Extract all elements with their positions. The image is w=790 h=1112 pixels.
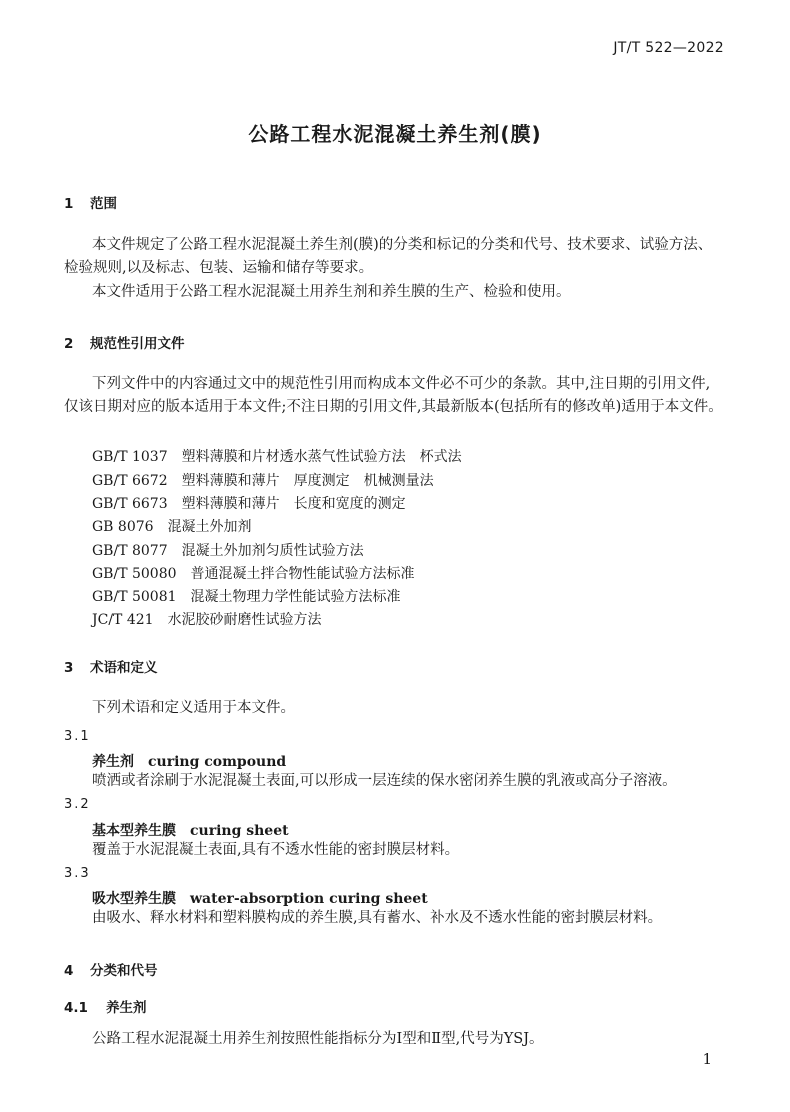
reference-item bbox=[92, 446, 462, 466]
section-1-paragraph-1: 本文件规定了公路工程水泥混凝土养生剂(膜)的分类和标记的分类和代号、技术要求、试验方法、检验规则,以及标志、包装、运输和储存等要求。 bbox=[64, 237, 713, 276]
term-name-en: water-absorption curing sheet bbox=[190, 891, 428, 907]
reference-item bbox=[92, 609, 322, 629]
term-number: 3.1 bbox=[64, 729, 91, 744]
term-name-zh: 基本型养生膜 bbox=[92, 823, 176, 839]
reference-code: GB/T 50080 bbox=[92, 566, 177, 582]
reference-title: 混凝土物理力学性能试验方法标准 bbox=[190, 589, 401, 605]
section-4-heading bbox=[64, 959, 158, 979]
reference-code: GB/T 50081 bbox=[92, 589, 177, 605]
term-definition: 由吸水、释水材料和塑料膜构成的养生膜,具有蓄水、补水及不透水性能的密封膜层材料。 bbox=[92, 910, 663, 926]
term-name-en: curing sheet bbox=[190, 823, 289, 839]
reference-item bbox=[92, 586, 401, 606]
section-2-paragraph-1: 下列文件中的内容通过文中的规范性引用而构成本文件必不可少的条款。其中,注日期的引用文件,仅该日期对应的版本适用于本文件;不注日期的引用文件,其最新版本(包括所有的修改单)适用于本文件。 bbox=[64, 376, 723, 415]
reference-code: GB/T 8077 bbox=[92, 543, 168, 559]
subsection-4-1-paragraph: 公路工程水泥混凝土用养生剂按照性能指标分为Ⅰ型和Ⅱ型,代号为YSJ。 bbox=[92, 1031, 544, 1047]
term-number: 3.2 bbox=[64, 797, 91, 812]
term-name-zh: 吸水型养生膜 bbox=[92, 891, 176, 907]
term-name bbox=[92, 751, 286, 771]
term-definition: 覆盖于水泥混凝土表面,具有不透水性能的密封膜层材料。 bbox=[92, 842, 460, 858]
reference-item bbox=[92, 563, 415, 583]
reference-code: GB/T 6673 bbox=[92, 496, 168, 512]
reference-title: 塑料薄膜和薄片 长度和宽度的测定 bbox=[181, 496, 406, 512]
reference-code: JC/T 421 bbox=[92, 612, 154, 628]
section-title: 规范性引用文件 bbox=[90, 336, 185, 352]
reference-title: 混凝土外加剂 bbox=[167, 519, 252, 535]
subsection-title: 养生剂 bbox=[106, 1000, 147, 1016]
term-name-en: curing compound bbox=[148, 754, 287, 770]
reference-title: 普通混凝土拌合物性能试验方法标准 bbox=[190, 566, 415, 582]
subsection-4-1-heading bbox=[64, 996, 147, 1016]
reference-title: 塑料薄膜和薄片 厚度测定 机械测量法 bbox=[181, 473, 434, 489]
term-name-zh: 养生剂 bbox=[92, 754, 134, 770]
reference-title: 塑料薄膜和片材透水蒸气性试验方法 杯式法 bbox=[181, 449, 462, 465]
reference-code: GB/T 1037 bbox=[92, 449, 168, 465]
section-title: 范围 bbox=[90, 196, 117, 212]
section-number: 3 bbox=[64, 660, 74, 676]
subsection-number: 4.1 bbox=[64, 1000, 88, 1016]
term-name bbox=[92, 888, 428, 908]
section-title: 分类和代号 bbox=[90, 963, 158, 979]
section-3-heading bbox=[64, 656, 158, 676]
reference-title: 水泥胶砂耐磨性试验方法 bbox=[167, 612, 322, 628]
section-number: 1 bbox=[64, 196, 74, 212]
reference-title: 混凝土外加剂匀质性试验方法 bbox=[181, 543, 364, 559]
term-name bbox=[92, 820, 289, 840]
section-number: 2 bbox=[64, 336, 74, 352]
section-1-paragraph-2: 本文件适用于公路工程水泥混凝土用养生剂和养生膜的生产、检验和使用。 bbox=[92, 284, 571, 300]
page-number: 1 bbox=[702, 1050, 712, 1068]
section-3-paragraph-1: 下列术语和定义适用于本文件。 bbox=[92, 700, 295, 716]
reference-code: GB 8076 bbox=[92, 519, 154, 535]
section-1-heading bbox=[64, 192, 117, 212]
reference-code: GB/T 6672 bbox=[92, 473, 168, 489]
reference-item bbox=[92, 470, 434, 490]
section-number: 4 bbox=[64, 963, 74, 979]
term-number: 3.3 bbox=[64, 866, 91, 881]
section-2-heading bbox=[64, 332, 185, 352]
section-title: 术语和定义 bbox=[90, 660, 158, 676]
standard-code: JT/T 522—2022 bbox=[613, 40, 724, 56]
reference-item bbox=[92, 540, 364, 560]
reference-item bbox=[92, 516, 252, 536]
document-title: 公路工程水泥混凝土养生剂(膜) bbox=[248, 122, 542, 146]
term-definition: 喷洒或者涂刷于水泥混凝土表面,可以形成一层连续的保水密闭养生膜的乳液或高分子溶液。 bbox=[92, 773, 677, 789]
reference-item bbox=[92, 493, 406, 513]
